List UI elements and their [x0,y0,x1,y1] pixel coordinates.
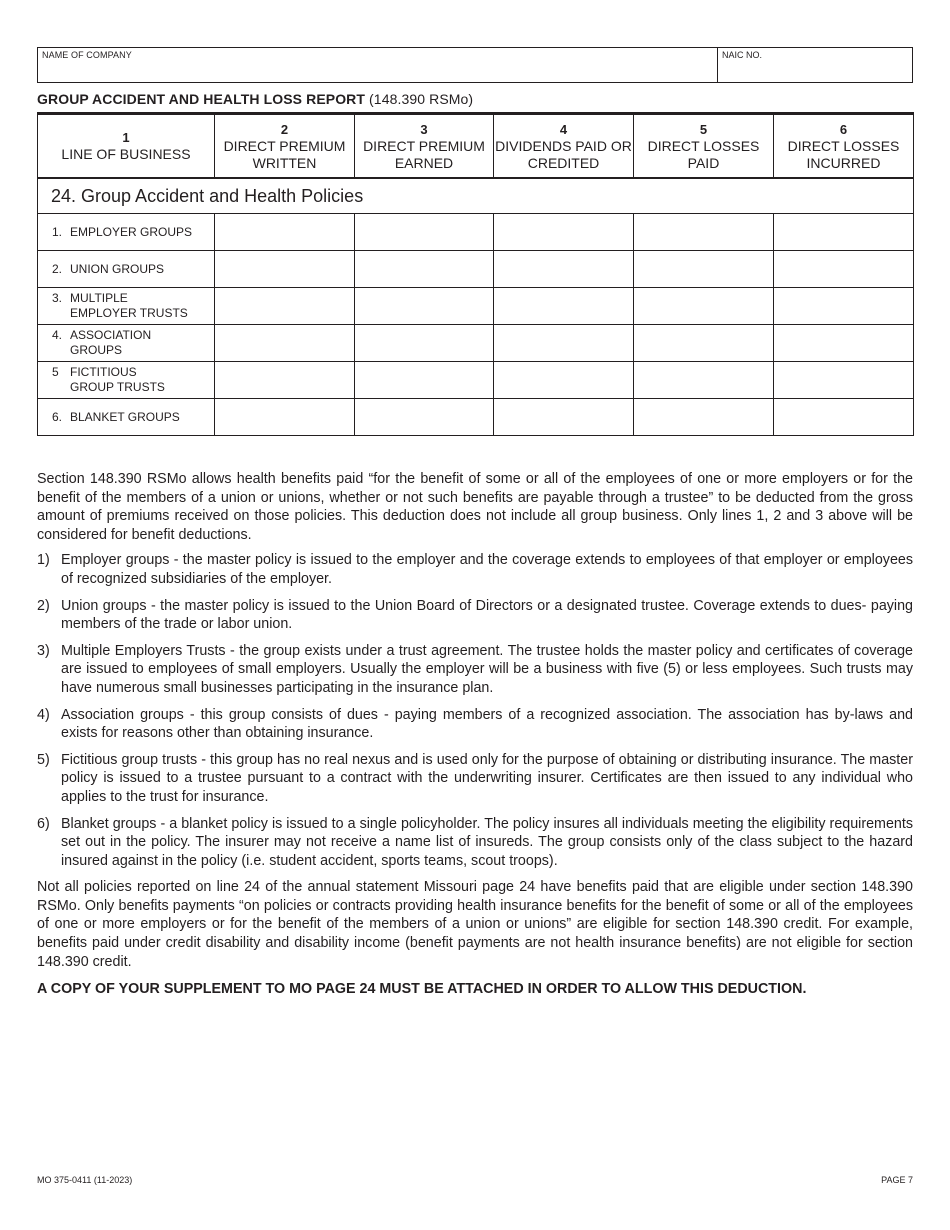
row-number: 3. [52,291,63,305]
item-text: Union groups - the master policy is issued to the Union Board of Directors or a designated trustee. Coverage extends to dues- paying members of the trade or labor union. [61,597,913,633]
list-item [37,815,913,871]
attachment-notice: A COPY OF YOUR SUPPLEMENT TO MO PAGE 24 MUST BE ATTACHED IN ORDER TO ALLOW THIS DEDUCTION. [37,981,807,998]
row-label [38,288,215,325]
item-number: 5) [37,751,50,768]
column-header: 3 DIRECT PREMIUM EARNED [355,114,494,179]
entry-cell[interactable] [774,251,914,288]
section-row [38,178,914,214]
row-label-text: MULTIPLE EMPLOYER TRUSTS [70,291,188,320]
entry-cell[interactable] [215,399,355,436]
column-header: 5 DIRECT LOSSES PAID [634,114,774,179]
form-page [37,47,913,999]
explanation-text [37,470,913,999]
item-text: Employer groups - the master policy is issued to the employer and the coverage extends to employees of that employer or employees of recognized subsidiaries of the employer. [61,552,913,587]
row-label [38,362,215,399]
entry-cell[interactable] [215,288,355,325]
entry-cell[interactable] [774,288,914,325]
company-name-field[interactable] [38,48,717,82]
entry-cell[interactable] [634,325,774,362]
report-title-text: GROUP ACCIDENT AND HEALTH LOSS REPORT [37,91,366,107]
entry-cell[interactable] [634,399,774,436]
list-item [37,642,913,698]
entry-cell[interactable] [774,399,914,436]
table-row [38,362,914,399]
entry-cell[interactable] [215,362,355,399]
loss-report-table [37,112,914,436]
row-number: 1. [52,224,63,239]
entry-cell[interactable] [355,251,494,288]
column-header: 4 DIVIDENDS PAID OR CREDITED [494,114,634,179]
row-label [38,399,215,436]
item-text: Association groups - this group consists of dues - paying members of a recognized association. The association has by-laws and exists for reasons other than obtaining insurance. [61,706,913,742]
entry-cell[interactable] [215,214,355,251]
company-name-label: NAME OF COMPANY [42,50,132,60]
row-number: 6. [52,409,63,424]
item-text: Multiple Employers Trusts - the group exists under a trust agreement. The trustee holds the master policy and certificates of coverage are issued to employees of small employers. Usually the employer will be a business with five (5) or less employees. Such trusts may have numerous small businesses participating in the insurance plan. [61,642,913,696]
table-header-row [38,114,914,179]
entry-cell[interactable] [355,362,494,399]
table-row [38,399,914,436]
row-label-text: EMPLOYER GROUPS [70,224,193,239]
item-text: Fictitious group trusts - this group has no real nexus and is used only for the purpose of obtaining or distributing insurance. The master policy is issued to a trustee pursuant to a contract with the underwriting insurer. Certificates are then issued to any individual who applies to the trust for insurance. [61,751,913,805]
entry-cell[interactable] [634,362,774,399]
row-number: 5 [52,365,59,379]
section-title: 24. Group Accident and Health Policies [38,178,914,214]
item-number: 4) [37,706,50,723]
definitions-list [37,551,913,870]
column-header: 2 DIRECT PREMIUM WRITTEN [215,114,355,179]
list-item [37,706,913,743]
entry-cell[interactable] [355,288,494,325]
table-row [38,251,914,288]
row-label [38,251,215,288]
entry-cell[interactable] [494,214,634,251]
row-label-text: BLANKET GROUPS [70,409,180,424]
entry-cell[interactable] [494,288,634,325]
item-number: 6) [37,815,50,832]
entry-cell[interactable] [215,325,355,362]
entry-cell[interactable] [355,399,494,436]
row-label-text: UNION GROUPS [70,261,165,276]
report-statute: (148.390 RSMo) [369,91,474,107]
entry-cell[interactable] [774,214,914,251]
table-row [38,214,914,251]
list-item [37,551,913,588]
entry-cell[interactable] [774,362,914,399]
list-item [37,597,913,634]
row-number: 4. [52,328,63,342]
entry-cell[interactable] [494,251,634,288]
naic-number-field[interactable] [717,48,912,82]
entry-cell[interactable] [355,214,494,251]
entry-cell[interactable] [494,362,634,399]
naic-number-label: NAIC NO. [722,50,763,60]
row-label-text: ASSOCIATION GROUPS [70,328,152,357]
entry-cell[interactable] [774,325,914,362]
entry-cell[interactable] [355,325,494,362]
item-number: 2) [37,597,50,614]
table-row [38,325,914,362]
item-number: 3) [37,642,50,659]
item-text: Blanket groups - a blanket policy is issued to a single policyholder. The policy insures all individuals meeting the eligibility requirements set out in the policy. The insurer may not receive a name list of insureds. The group consists only of the class subject to the hazard insured against in the policy (i.e. student accident, sports teams, scout troops). [61,815,913,869]
column-header: 1 LINE OF BUSINESS [38,114,215,179]
column-header: 6 DIRECT LOSSES INCURRED [774,114,914,179]
entry-cell[interactable] [634,214,774,251]
entry-cell[interactable] [634,251,774,288]
item-number: 1) [37,552,50,569]
entry-cell[interactable] [494,325,634,362]
intro-paragraph: Section 148.390 RSMo allows health benefits paid “for the benefit of some or all of the employees of one or more employers or for the benefit of the members of a union or unions, whether or not such benefits are payable through a trustee” to be deducted from the gross amount of premiums received on those policies. This deduction does not include all group business. Only lines 1, 2 and 3 above will be considered for benefit deductions. [37,471,913,543]
row-label [38,214,215,251]
row-number: 2. [52,261,63,276]
table-row [38,288,914,325]
row-label [38,325,215,362]
entry-cell[interactable] [215,251,355,288]
closing-paragraph: Not all policies reported on line 24 of the annual statement Missouri page 24 have benefits paid that are eligible under section 148.390 RSMo. Only benefits payments “on policies or contracts providing health insurance benefits for the benefit of some or all of the employees of one or more employers or for the benefit of the members of a union or unions” are eligible for section 148.390 credit. For example, benefits paid under credit disability and disability income (benefit payments are not health insurance benefits) are not eligible for section 148.390 credit. [37,879,913,970]
company-info-box [37,47,913,83]
list-item [37,751,913,807]
entry-cell[interactable] [634,288,774,325]
row-label-text: FICTITIOUS GROUP TRUSTS [70,365,165,394]
entry-cell[interactable] [494,399,634,436]
report-title [37,91,913,107]
page-number: PAGE 7 [881,1175,913,1185]
form-id: MO 375-0411 (11-2023) [37,1175,133,1185]
